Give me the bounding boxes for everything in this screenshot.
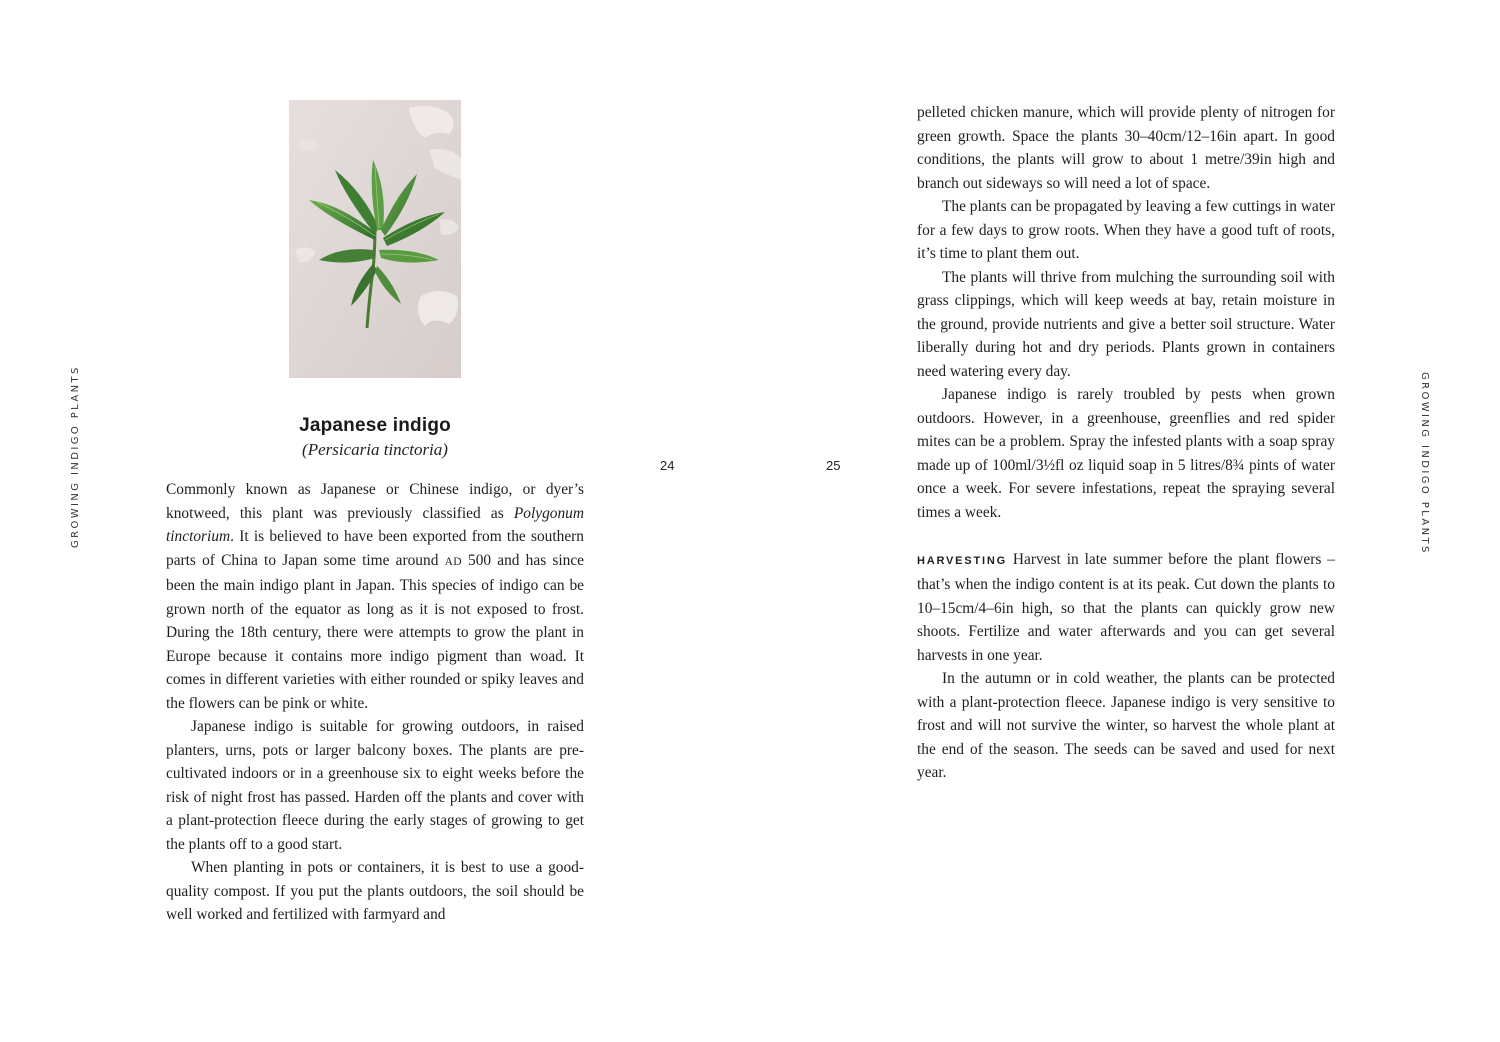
left-body-text xyxy=(166,478,584,927)
paragraph: pelleted chicken manure, which will provide plenty of nitrogen for green growth. Space the plants 30–40cm/12–16in apart. In good conditions, the plants will grow to about 1 metre/39in high and branch out sideways so will need a lot of space. xyxy=(917,104,1335,192)
paragraph xyxy=(917,548,1335,668)
paragraph: Japanese indigo is suitable for growing outdoors, in raised planters, urns, pots or larger balcony boxes. The plants are pre-cultivated indoors or in a greenhouse six to eight weeks before the risk of night frost has passed. Harden off the plants and cover with a plant-protection fleece during the early stages of growing to get the plants off to a good start. xyxy=(166,718,584,853)
plant-title: Japanese indigo xyxy=(299,415,451,436)
leaf-sprig-icon xyxy=(289,100,461,378)
italic-term: Polygonum tinctorium xyxy=(166,504,584,545)
plant-latin-name: (Persicaria tinctoria) xyxy=(302,440,448,459)
right-body-text xyxy=(917,101,1335,785)
section-label-harvesting: HARVESTING xyxy=(917,554,1007,567)
indigo-plant-photo xyxy=(289,100,461,378)
era-abbreviation: AD xyxy=(444,555,462,568)
paragraph xyxy=(166,478,584,715)
paragraph: In the autumn or in cold weather, the plants can be protected with a plant-protection fleece. Japanese indigo is very sensitive to frost and will not survive the winter, so harvest the whole plant at the end of the season. The seeds can be saved and used for next year. xyxy=(917,670,1335,781)
page-number-left: 24 xyxy=(660,458,675,473)
running-head-right: GROWING INDIGO PLANTS xyxy=(1419,372,1430,555)
paragraph: The plants can be propagated by leaving a few cuttings in water for a few days to grow roots. When they have a good tuft of roots, it’s time to plant them out. xyxy=(917,198,1335,262)
running-head-left: GROWING INDIGO PLANTS xyxy=(70,365,81,548)
text-run: . It is believed to have been exported from the southern parts of China to Japan some time around xyxy=(166,528,584,569)
text-run: 500 and has since been the main indigo plant in Japan. This species of indigo can be grown north of the equator as long as it is not exposed to frost. During the 18th century, there were attempts to grow the plant in Europe because it contains more indigo pigment than woad. It comes in different varieties with either rounded or spiky leaves and the flowers can be pink or white. xyxy=(166,551,585,712)
plant-heading xyxy=(166,413,584,461)
paragraph: The plants will thrive from mulching the surrounding soil with grass clippings, which will keep weeds at bay, retain moisture in the ground, provide nutrients and give a better soil structure. Water liberally during hot and dry periods. Plants grown in containers need watering every day. xyxy=(917,268,1335,380)
right-page xyxy=(750,0,1500,1042)
paragraph: Japanese indigo is rarely troubled by pests when grown outdoors. However, in a greenhouse, greenflies and red spider mites can be a problem. Spray the infested plants with a soap spray made up of 100ml/3½fl oz liquid soap in 5 litres/8¾ pints of water once a week. For severe infestations, repeat the spraying several times a week. xyxy=(917,386,1335,521)
paragraph: When planting in pots or containers, it is best to use a good-quality compost. If you put the plants outdoors, the soil should be well worked and fertilized with farmyard and xyxy=(166,859,584,923)
page-number-right: 25 xyxy=(826,458,841,473)
text-run: Commonly known as Japanese or Chinese indigo, or dyer’s knotweed, this plant was previously classified as xyxy=(166,481,584,522)
text-run: Harvest in late summer before the plant flowers – that’s when the indigo content is at its peak. Cut down the plants to 10–15cm/4–6in high, so that the plants can quickly grow new shoots. Fertilize and water afterwards and you can get several harvests in one year. xyxy=(917,550,1335,664)
